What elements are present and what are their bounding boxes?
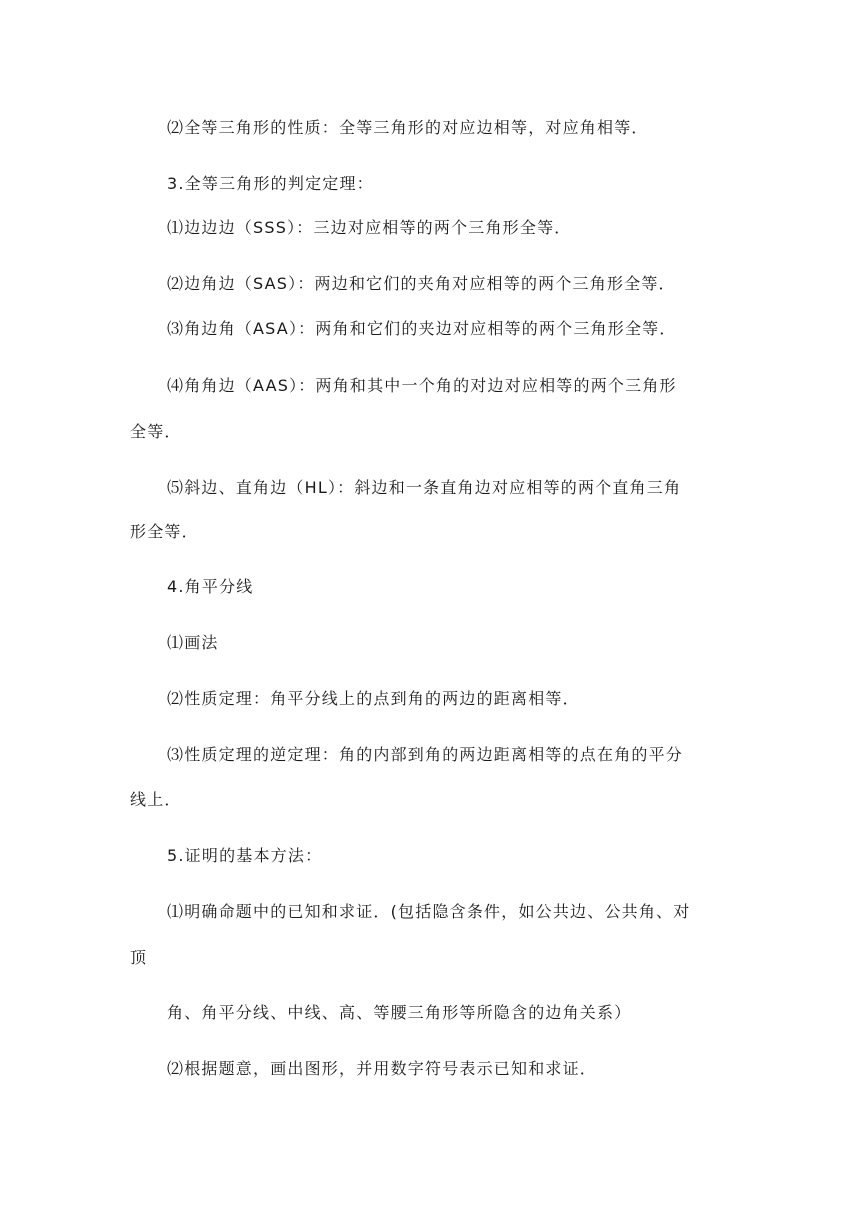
text-line: ⑶性质定理的逆定理：角的内部到角的两边距离相等的点在角的平分	[167, 745, 684, 764]
text-line: ⑵全等三角形的性质：全等三角形的对应边相等，对应角相等．	[167, 118, 649, 137]
text-line: 线上．	[130, 790, 182, 809]
text-line: ⑴边边边（SSS）：三边对应相等的两个三角形全等．	[167, 218, 572, 237]
section-heading: 4.角平分线	[167, 577, 254, 596]
text-line: 全等．	[130, 422, 182, 441]
text-line: ⑵根据题意，画出图形，并用数字符号表示已知和求证．	[167, 1059, 598, 1078]
text-line: ⑴明确命题中的已知和求证．(包括隐含条件，如公共边、公共角、对	[167, 902, 691, 921]
text-line: ⑸斜边、直角边（HL）：斜边和一条直角边对应相等的两个直角三角	[167, 478, 682, 497]
section-heading: 3.全等三角形的判定定理：	[167, 174, 374, 193]
text-line: ⑵性质定理：角平分线上的点到角的两边的距离相等．	[167, 689, 580, 708]
text-line: ⑴画法	[167, 633, 219, 652]
text-line: ⑶角边角（ASA）：两角和它们的夹边对应相等的两个三角形全等．	[167, 319, 677, 338]
text-line: 角、角平分线、中线、高、等腰三角形等所隐含的边角关系）	[167, 1003, 632, 1022]
text-line: ⑵边角边（SAS）：两边和它们的夹角对应相等的两个三角形全等．	[167, 274, 676, 293]
section-heading: 5.证明的基本方法：	[167, 846, 323, 865]
text-line: ⑷角角边（AAS）：两角和其中一个角的对边对应相等的两个三角形	[167, 376, 677, 395]
text-line: 顶	[130, 948, 148, 967]
text-line: 形全等．	[130, 522, 199, 541]
